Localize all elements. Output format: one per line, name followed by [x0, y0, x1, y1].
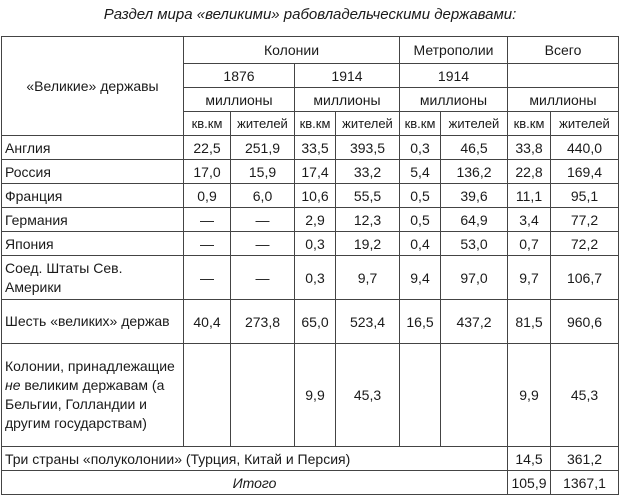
table-row — [2, 160, 619, 184]
semicolonies-row — [2, 447, 619, 471]
cell: 9,7 — [336, 256, 400, 300]
cell: 45,3 — [336, 344, 400, 447]
sqkm-header: кв.км — [400, 112, 441, 136]
cell: 64,9 — [441, 208, 508, 232]
inhabitants-header: жителей — [231, 112, 295, 136]
cell: 14,5 — [508, 447, 551, 471]
inhabitants-header: жителей — [551, 112, 619, 136]
empty-cell — [400, 344, 441, 447]
total-year-blank — [508, 64, 619, 88]
cell: 0,3 — [295, 256, 336, 300]
year-1876-header: 1876 — [184, 64, 295, 88]
cell: 95,1 — [551, 184, 619, 208]
cell: 960,6 — [551, 300, 619, 344]
cell: 97,0 — [441, 256, 508, 300]
empty-cell — [231, 344, 295, 447]
cell: 169,4 — [551, 160, 619, 184]
cell: 361,2 — [551, 447, 619, 471]
cell: — — [231, 232, 295, 256]
cell: 77,2 — [551, 208, 619, 232]
label-part: великим державам (а Бельгии, Голландии и другим государствам) — [5, 377, 165, 431]
cell: 17,4 — [295, 160, 336, 184]
colonial-division-table — [1, 36, 619, 495]
cell: 9,9 — [295, 344, 336, 447]
cell: 39,6 — [441, 184, 508, 208]
cell: 136,2 — [441, 160, 508, 184]
cell: 65,0 — [295, 300, 336, 344]
cell: 33,2 — [336, 160, 400, 184]
cell: 3,4 — [508, 208, 551, 232]
cell: 251,9 — [231, 136, 295, 160]
cell: 17,0 — [184, 160, 231, 184]
table-row — [2, 136, 619, 160]
inhabitants-header: жителей — [441, 112, 508, 136]
cell: 55,5 — [336, 184, 400, 208]
millions-header: миллионы — [508, 88, 619, 112]
cell: 45,3 — [551, 344, 619, 447]
millions-header: миллионы — [295, 88, 400, 112]
year-1914-header: 1914 — [295, 64, 400, 88]
cell: 5,4 — [400, 160, 441, 184]
total-label: Итого — [2, 471, 508, 495]
cell: 10,6 — [295, 184, 336, 208]
cell: 1367,1 — [551, 471, 619, 495]
cell: 9,4 — [400, 256, 441, 300]
cell: 440,0 — [551, 136, 619, 160]
power-name: Соед. Штаты Сев. Америки — [2, 256, 184, 300]
table-row — [2, 300, 619, 344]
table-title: Раздел мира «великими» рабовладельческими державами: — [103, 6, 517, 23]
cell: 523,4 — [336, 300, 400, 344]
semicolonies-label: Три страны «полуколонии» (Турция, Китай и Персия) — [2, 447, 508, 471]
cell: 0,5 — [400, 208, 441, 232]
year-1914-metro-header: 1914 — [400, 64, 508, 88]
cell: 12,3 — [336, 208, 400, 232]
cell: 46,5 — [441, 136, 508, 160]
cell: 15,9 — [231, 160, 295, 184]
table-row — [2, 208, 619, 232]
cell: 0,7 — [508, 232, 551, 256]
cell: 81,5 — [508, 300, 551, 344]
cell: 22,5 — [184, 136, 231, 160]
cell: 0,3 — [295, 232, 336, 256]
millions-header: миллионы — [184, 88, 295, 112]
power-name: Россия — [2, 160, 184, 184]
cell: 0,9 — [184, 184, 231, 208]
sqkm-header: кв.км — [184, 112, 231, 136]
total-row — [2, 471, 619, 495]
cell: 2,9 — [295, 208, 336, 232]
sqkm-header: кв.км — [295, 112, 336, 136]
cell: 0,3 — [400, 136, 441, 160]
non-great-powers-colonies-row — [2, 344, 619, 447]
cell: 19,2 — [336, 232, 400, 256]
cell: 9,9 — [508, 344, 551, 447]
power-name: Германия — [2, 208, 184, 232]
cell: 6,0 — [231, 184, 295, 208]
powers-header: «Великие» державы — [2, 37, 184, 136]
cell: 72,2 — [551, 232, 619, 256]
label-part: Колонии, принадлежащие — [5, 358, 175, 374]
table-row — [2, 256, 619, 300]
cell: — — [184, 256, 231, 300]
table-row — [2, 184, 619, 208]
empty-cell — [441, 344, 508, 447]
cell: 11,1 — [508, 184, 551, 208]
cell: 0,5 — [400, 184, 441, 208]
cell: — — [184, 232, 231, 256]
cell: 273,8 — [231, 300, 295, 344]
sqkm-header: кв.км — [508, 112, 551, 136]
power-name: Англия — [2, 136, 184, 160]
power-name: Япония — [2, 232, 184, 256]
cell: 53,0 — [441, 232, 508, 256]
non-great-powers-colonies-label — [2, 344, 184, 447]
metropolises-header: Метрополии — [400, 37, 508, 64]
cell: 0,4 — [400, 232, 441, 256]
cell: — — [184, 208, 231, 232]
total-header: Всего — [508, 37, 619, 64]
cell: — — [231, 256, 295, 300]
table-row — [2, 232, 619, 256]
cell: — — [231, 208, 295, 232]
cell: 105,9 — [508, 471, 551, 495]
cell: 22,8 — [508, 160, 551, 184]
cell: 33,5 — [295, 136, 336, 160]
millions-header: миллионы — [400, 88, 508, 112]
header-row-1 — [2, 37, 619, 64]
cell: 393,5 — [336, 136, 400, 160]
power-name: Франция — [2, 184, 184, 208]
power-name: Шесть «великих» держав — [2, 300, 184, 344]
label-emphasis: не — [5, 377, 21, 393]
cell: 437,2 — [441, 300, 508, 344]
empty-cell — [184, 344, 231, 447]
cell: 9,7 — [508, 256, 551, 300]
inhabitants-header: жителей — [336, 112, 400, 136]
cell: 106,7 — [551, 256, 619, 300]
cell: 40,4 — [184, 300, 231, 344]
colonies-header: Колонии — [184, 37, 400, 64]
cell: 33,8 — [508, 136, 551, 160]
cell: 16,5 — [400, 300, 441, 344]
